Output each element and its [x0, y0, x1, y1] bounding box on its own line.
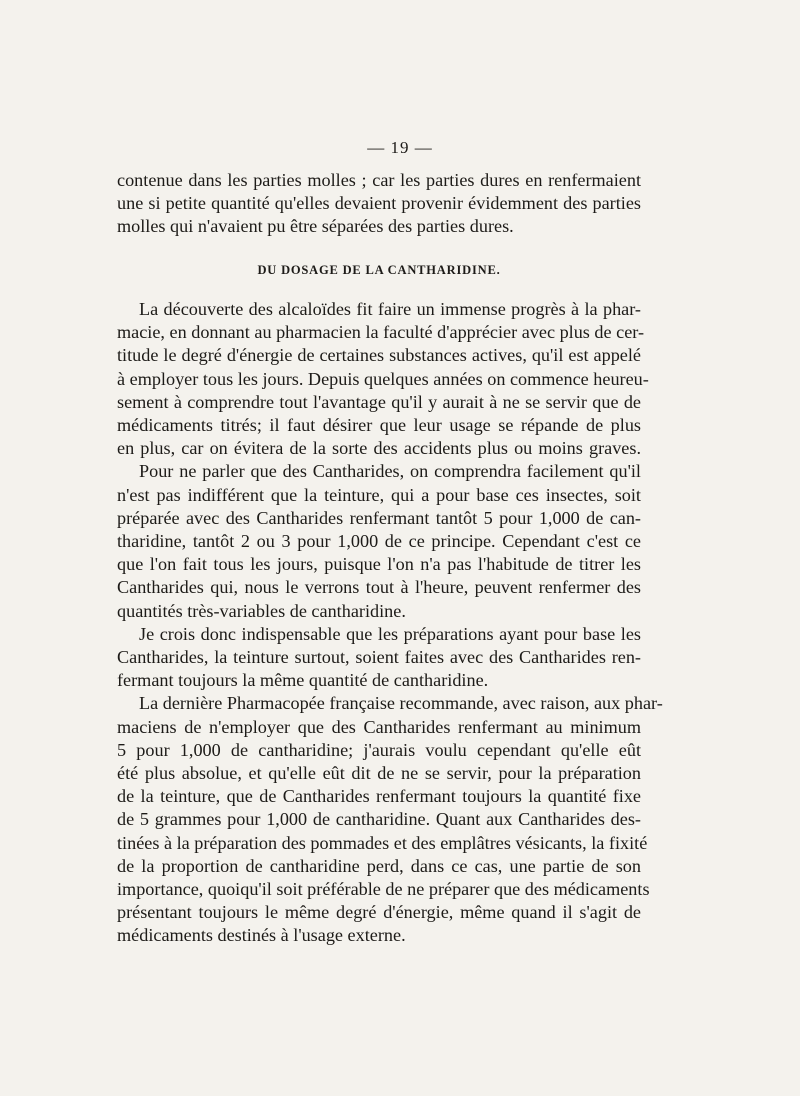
text-line: maciens de n'employer que des Cantharides renfermant au minimum [117, 716, 641, 737]
section-heading: DU DOSAGE DE LA CANTHARIDINE. [257, 263, 501, 277]
text-line: de 5 grammes pour 1,000 de cantharidine. Quant aux Cantharides des- [117, 809, 641, 830]
text-line: à employer tous les jours. Depuis quelques années on commence heureu- [117, 368, 649, 389]
text-line: médicaments destinés à l'usage externe. [117, 925, 406, 946]
text-line: Pour ne parler que des Cantharides, on comprendra facilement qu'il [139, 461, 641, 482]
text-line: Je crois donc indispensable que les préparations ayant pour base les [139, 623, 641, 644]
text-line: été plus absolue, et qu'elle eût dit de ne se servir, pour la préparation [117, 763, 641, 784]
text-line: macie, en donnant au pharmacien la faculté d'apprécier avec plus de cer- [117, 322, 645, 343]
text-line: que l'on fait tous les jours, puisque l'on n'a pas l'habitude de titrer les [117, 554, 641, 575]
text-line: n'est pas indifférent que la teinture, qui a pour base ces insectes, soit [117, 484, 641, 505]
text-line: tharidine, tantôt 2 ou 3 pour 1,000 de ce principe. Cependant c'est ce [117, 531, 641, 552]
text-line: tinées à la préparation des pommades et des emplâtres vésicants, la fixité [117, 832, 648, 853]
paragraph-continuation [117, 169, 641, 239]
text-line: Cantharides qui, nous le verrons tout à l'heure, peuvent renfermer des [117, 577, 641, 598]
text-line: médicaments titrés; il faut désirer que leur usage se répande de plus [117, 415, 641, 436]
text-line: présentant toujours le même degré d'énergie, même quand il s'agit de [117, 902, 641, 923]
text-line: quantités très-variables de cantharidine. [117, 600, 406, 621]
text-line: La découverte des alcaloïdes fit faire un immense progrès à la phar- [139, 299, 641, 319]
paragraph-pharmacopee [117, 692, 663, 947]
page-number: — 19 — [367, 138, 433, 157]
text-line: importance, quoiqu'il soit préférable de ne préparer que des médicaments [117, 879, 650, 900]
text-line: une si petite quantité qu'elles devaient provenir évidemment des parties [117, 193, 641, 214]
text-line: de la teinture, que de Cantharides renfermant toujours la quantité fixe [117, 786, 641, 807]
text-line: de la proportion de cantharidine perd, dans ce cas, une partie de son [117, 855, 641, 876]
text-line: en plus, car on évitera de la sorte des accidents plus ou moins graves. [117, 438, 641, 459]
text-line: préparée avec des Cantharides renfermant tantôt 5 pour 1,000 de can- [117, 507, 641, 528]
text-line: sement à comprendre tout l'avantage qu'il y aurait à ne se servir que de [117, 391, 641, 412]
text-line: fermant toujours la même quantité de cantharidine. [117, 670, 489, 691]
body-text [117, 298, 663, 948]
text-line: Cantharides, la teinture surtout, soient faites avec des Cantharides ren- [117, 647, 641, 668]
paragraph-preparations [117, 623, 641, 693]
paragraph-alkaloids [117, 298, 649, 460]
text-line: contenue dans les parties molles ; car les parties dures en renfermaient [117, 170, 641, 190]
text-line: 5 pour 1,000 de cantharidine; j'aurais voulu cependant qu'elle eût [117, 739, 641, 760]
text-line: La dernière Pharmacopée française recommande, avec raison, aux phar- [139, 693, 663, 714]
text-line: molles qui n'avaient pu être séparées des parties dures. [117, 216, 514, 237]
text-line: titude le degré d'énergie de certaines substances actives, qu'il est appelé [117, 345, 641, 366]
paragraph-cantharides [117, 460, 641, 622]
